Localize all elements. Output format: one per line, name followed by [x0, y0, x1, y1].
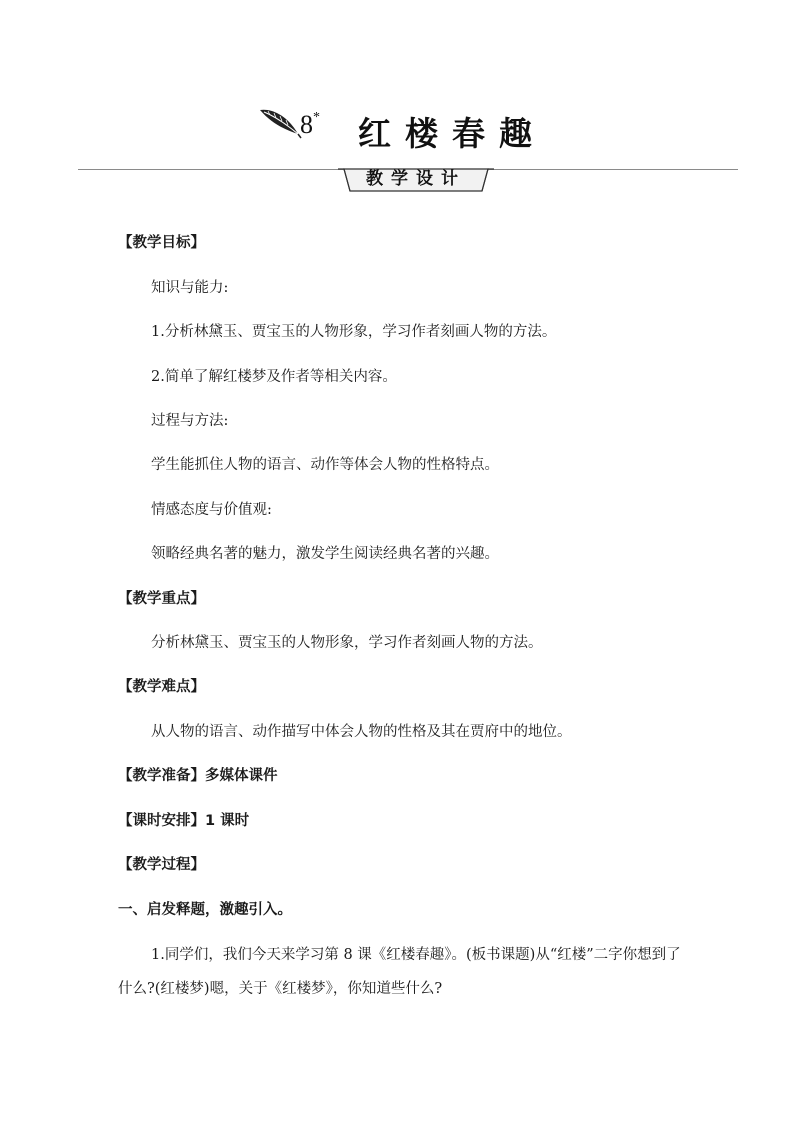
prep-heading: 【教学准备】多媒体课件 [118, 768, 278, 784]
key-text: 分析林黛玉、贾宝玉的人物形象，学习作者刻画人物的方法。 [151, 635, 543, 651]
difficult-heading: 【教学难点】 [118, 679, 205, 695]
schedule-heading: 【课时安排】1 课时 [118, 813, 250, 829]
process-heading: 【教学过程】 [118, 857, 205, 873]
emotion-label: 情感态度与价值观: [151, 502, 272, 518]
quill-feather-icon [258, 106, 302, 140]
process-item-1: 学生能抓住人物的语言、动作等体会人物的性格特点。 [151, 457, 499, 473]
knowledge-label: 知识与能力: [151, 280, 229, 296]
header-rule-right [486, 169, 738, 170]
process-label: 过程与方法: [151, 413, 229, 429]
lesson-number: 8* [300, 110, 320, 139]
lesson-title-row [0, 104, 794, 154]
section-title: 教学设计 [366, 169, 466, 189]
objectives-heading: 【教学目标】 [118, 235, 205, 251]
knowledge-item-2: 2.简单了解红楼梦及作者等相关内容。 [151, 369, 397, 385]
difficult-text: 从人物的语言、动作描写中体会人物的性格及其在贾府中的地位。 [151, 724, 572, 740]
step1-heading: 一、启发释题，激趣引入。 [118, 902, 292, 918]
step1-paragraph: 1.同学们，我们今天来学习第 8 课《红楼春趣》。(板书课题)从“红楼”二字你想到了什么?(红楼梦)嗯，关于《红楼梦》，你知道些什么? [118, 947, 681, 997]
lesson-title: 红楼春趣 [358, 114, 546, 153]
key-heading: 【教学重点】 [118, 591, 205, 607]
knowledge-item-1: 1.分析林黛玉、贾宝玉的人物形象，学习作者刻画人物的方法。 [151, 324, 557, 340]
header-rule-left [78, 169, 344, 170]
emotion-item-1: 领略经典名著的魅力，激发学生阅读经典名著的兴趣。 [151, 546, 499, 562]
